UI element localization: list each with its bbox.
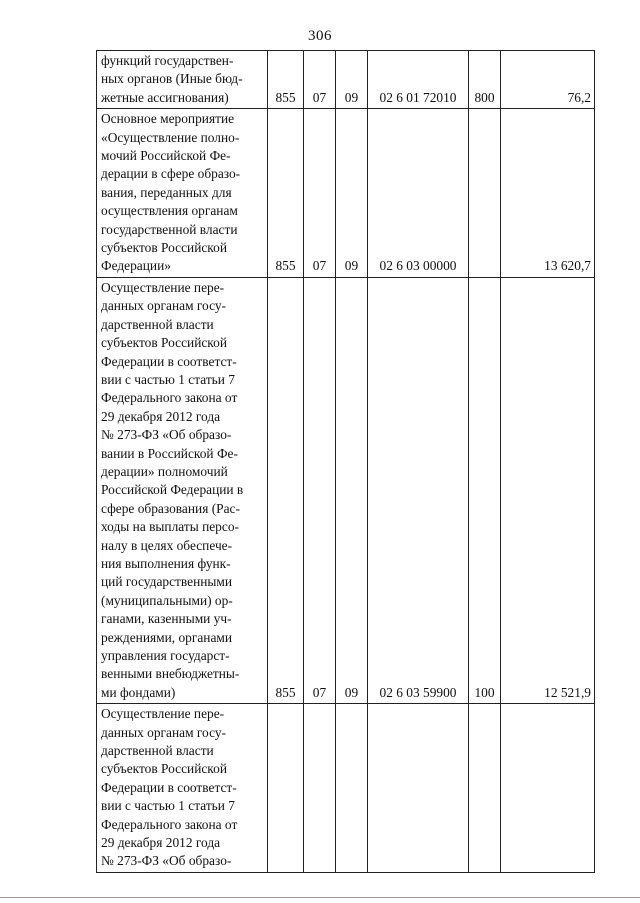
ministry-code: 855 xyxy=(268,277,304,703)
target-article-code: 02 6 03 59900 xyxy=(368,277,469,703)
expense-type-code: 800 xyxy=(469,51,501,109)
table-row xyxy=(97,704,595,873)
section-code: 07 xyxy=(304,51,336,109)
target-article-code xyxy=(368,704,469,873)
subsection-code: 09 xyxy=(336,51,368,109)
scan-edge-line xyxy=(0,897,640,898)
subsection-code: 09 xyxy=(336,109,368,278)
subsection-code: 09 xyxy=(336,277,368,703)
ministry-code: 855 xyxy=(268,109,304,278)
table-row xyxy=(97,51,595,109)
amount xyxy=(501,704,595,873)
row-description: Основное мероприятие «Осуществление полно- мочий Российской Фе- дерации в сфере образо- вания, переданных для осуществления органам государственной власти субъектов Российской Федерации» xyxy=(97,109,268,278)
amount: 13 620,7 xyxy=(501,109,595,278)
amount: 12 521,9 xyxy=(501,277,595,703)
table-row xyxy=(97,277,595,703)
row-description: Осуществление пере- данных органам госу- дарственной власти субъектов Российской Федерации в соответст- вии с частью 1 статьи 7 Федерального закона от 29 декабря 2012 года № 273-ФЗ «Об образо- xyxy=(97,704,268,873)
budget-table xyxy=(96,50,595,873)
section-code: 07 xyxy=(304,109,336,278)
amount: 76,2 xyxy=(501,51,595,109)
section-code xyxy=(304,704,336,873)
row-description: Осуществление пере- данных органам госу- дарственной власти субъектов Российской Федерации в соответст- вии с частью 1 статьи 7 Федерального закона от 29 декабря 2012 года № 273-ФЗ «Об образо- вании в Российской Фе- дерации» полномочий Российской Федерации в сфере образования (Рас- ходы на выплаты персо- налу в целях обеспече- ния выполнения функ- ций государственными (муниципальными) ор- ганами, казенными уч- реждениями, органами управления государст- венными внебюджетны- ми фондами) xyxy=(97,277,268,703)
target-article-code: 02 6 01 72010 xyxy=(368,51,469,109)
expense-type-code xyxy=(469,109,501,278)
page-number: 306 xyxy=(308,28,332,44)
expense-type-code xyxy=(469,704,501,873)
table-row xyxy=(97,109,595,278)
target-article-code: 02 6 03 00000 xyxy=(368,109,469,278)
ministry-code xyxy=(268,704,304,873)
row-description: функций государствен- ных органов (Иные бюд- жетные ассигнования) xyxy=(97,51,268,109)
ministry-code: 855 xyxy=(268,51,304,109)
subsection-code xyxy=(336,704,368,873)
section-code: 07 xyxy=(304,277,336,703)
expense-type-code: 100 xyxy=(469,277,501,703)
